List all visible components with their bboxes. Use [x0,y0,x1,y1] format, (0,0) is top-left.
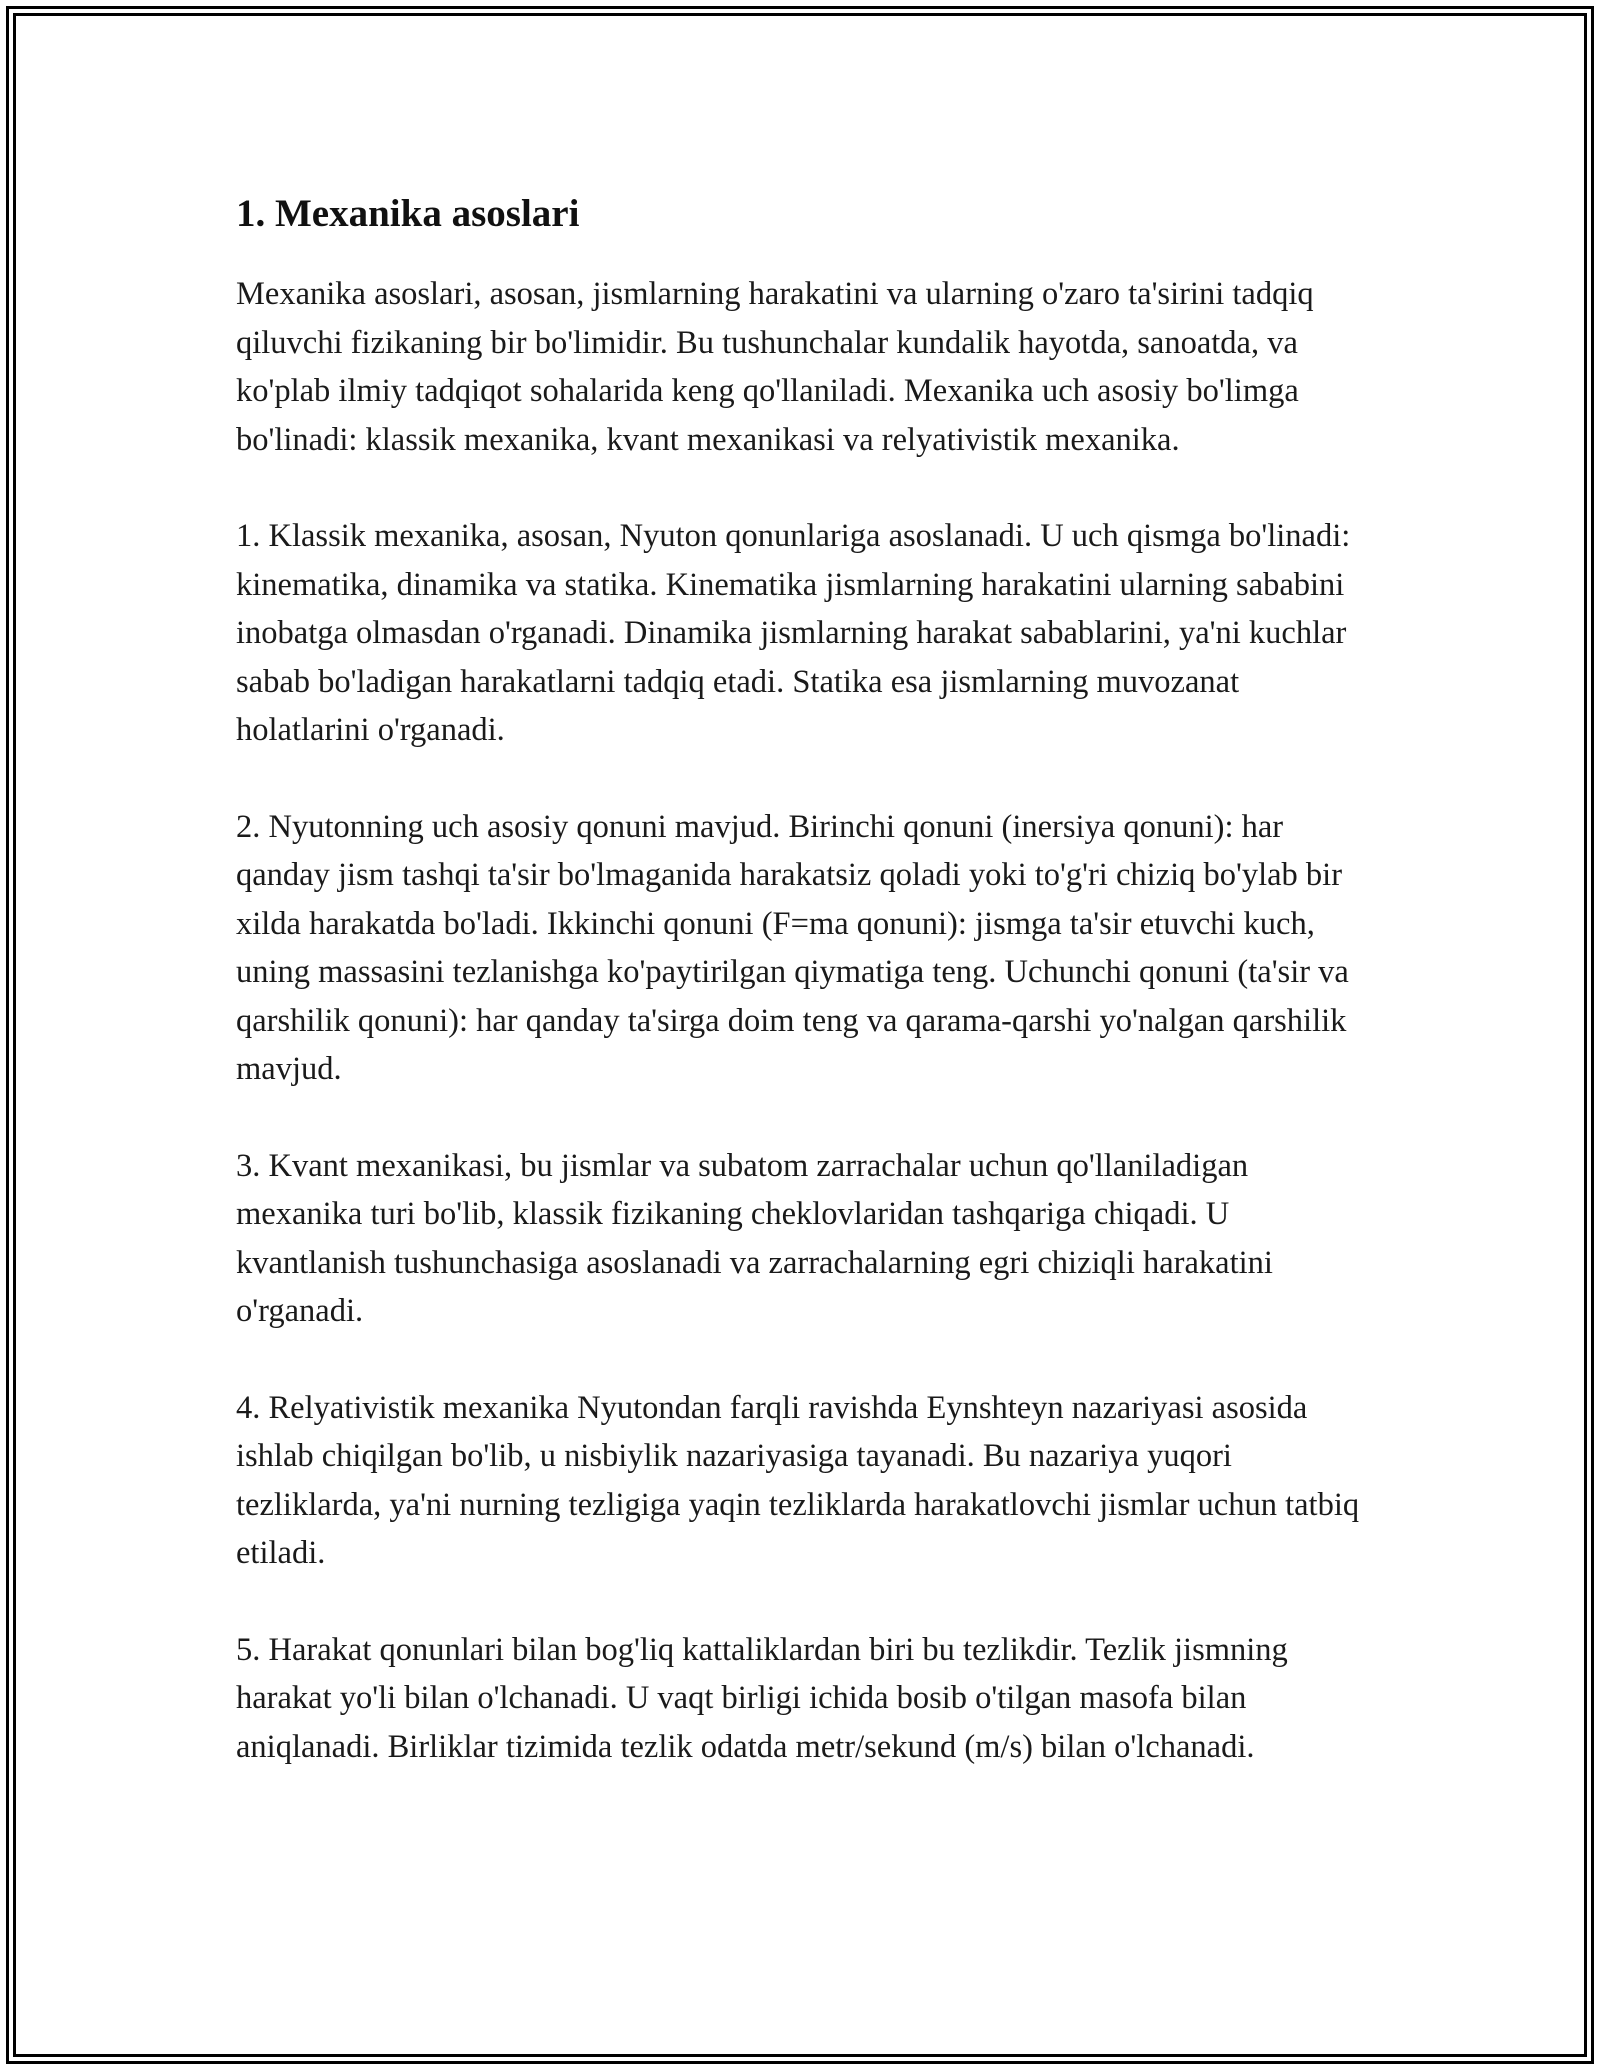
paragraph-classical-mechanics: 1. Klassik mexanika, asosan, Nyuton qonunlariga asoslanadi. U uch qismga bo'linadi: kinematika, dinamika va statika. Kinematika jismlarning harakatini ularning sababini inobatga olmasdan o'rganadi. Dinamika jismlarning harakat sabablarini, ya'ni kuchlar sabab bo'ladigan harakatlarni tadqiq etadi. Statika esa jismlarning muvozanat holatlarini o'rganadi. [236,518,1351,748]
intro-paragraph: Mexanika asoslari, asosan, jismlarning harakatini va ularning o'zaro ta'sirini tadqiq qiluvchi fizikaning bir bo'limidir. Bu tushunchalar kundalik hayotda, sanoatda, va ko'plab ilmiy tadqiqot sohalarida keng qo'llaniladi. Mexanika uch asosiy bo'limga bo'linadi: klassik mexanika, kvant mexanikasi va relyativistik mexanika. [236,276,1314,458]
paragraph-newton-laws: 2. Nyutonning uch asosiy qonuni mavjud. Birinchi qonuni (inersiya qonuni): har qanday jism tashqi ta'sir bo'lmaganida harakatsiz qoladi yoki to'g'ri chiziq bo'ylab bir xilda harakatda bo'ladi. Ikkinchi qonuni (F=ma qonuni): jismga ta'sir etuvchi kuch, uning massasini tezlanishga ko'paytirilgan qiymatiga teng. Uchunchi qonuni (ta'sir va qarshilik qonuni): har qanday ta'sirga doim teng va qarama-qarshi yo'nalgan qarshilik mavjud. [236,808,1349,1087]
paragraph-quantum-mechanics: 3. Kvant mexanikasi, bu jismlar va subatom zarrachalar uchun qo'llaniladigan mexanika turi bo'lib, klassik fizikaning cheklovlaridan tashqariga chiqadi. U kvantlanish tushunchasiga asoslanadi va zarrachalarning egri chiziqli harakatini o'rganadi. [236,1147,1273,1329]
document-body [236,186,1376,1819]
paragraph-velocity: 5. Harakat qonunlari bilan bog'liq kattaliklardan biri bu tezlikdir. Tezlik jismning harakat yo'li bilan o'lchanadi. U vaqt birligi ichida bosib o'tilgan masofa bilan aniqlanadi. Birliklar tizimida tezlik odatda metr/sekund (m/s) bilan o'lchanadi. [236,1631,1288,1765]
paragraph-relativistic-mechanics: 4. Relyativistik mexanika Nyutondan farqli ravishda Eynshteyn nazariyasi asosida ishlab chiqilgan bo'lib, u nisbiylik nazariyasiga tayanadi. Bu nazariya yuqori tezliklarda, ya'ni nurning tezligiga yaqin tezliklarda harakatlovchi jismlar uchun tatbiq etiladi. [236,1389,1360,1571]
section-heading: 1. Mexanika asoslari [236,192,580,235]
